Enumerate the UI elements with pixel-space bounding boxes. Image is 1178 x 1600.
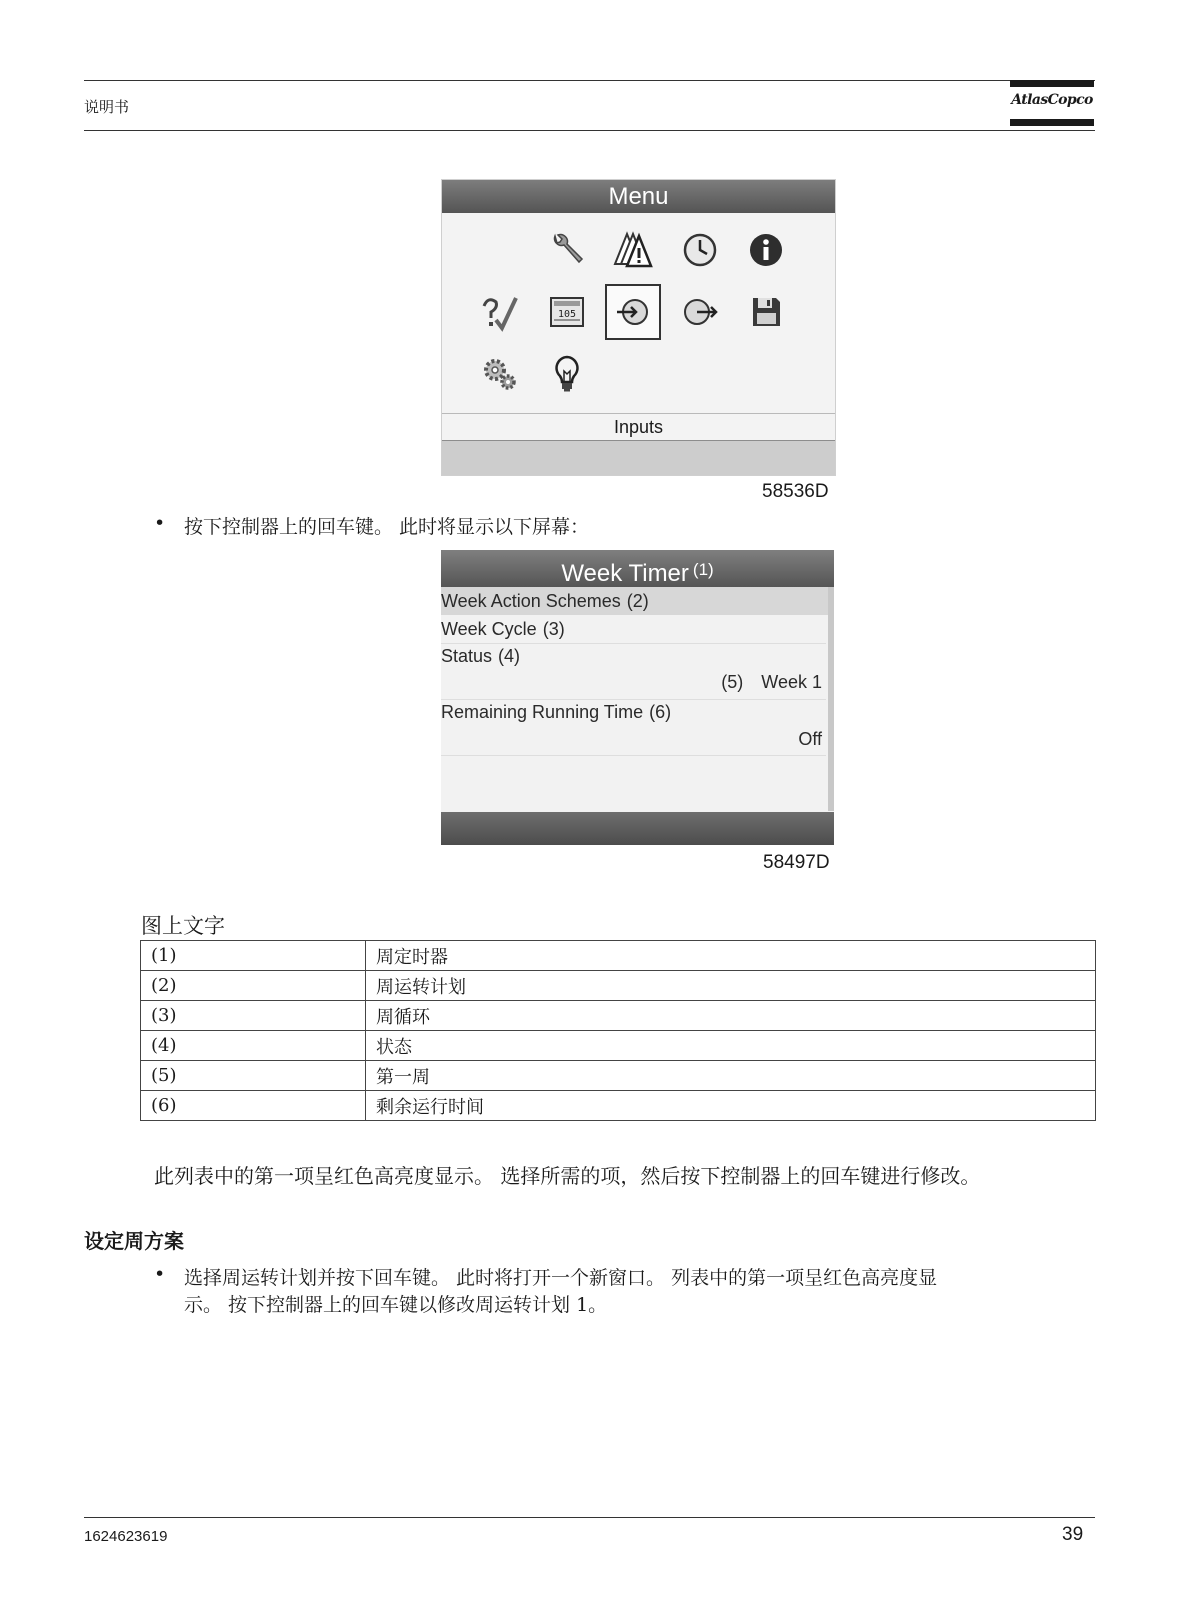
menu-row-week-action-schemes[interactable] [441,587,834,615]
remaining-label-wrap [441,702,671,723]
header-bottom-rule [84,130,1095,131]
week-timer-title-text: Week Timer [561,560,689,587]
atlas-copco-logo [1010,80,1094,128]
menu-row-week-cycle[interactable] [441,615,826,643]
legend-ref: (1) [141,941,366,971]
week-timer-screen [441,550,834,845]
section-bullet [154,1263,1074,1323]
page-number: 39 [1062,1524,1084,1545]
legend-ref: (2) [141,971,366,1001]
section-bullet-line1: 选择周运转计划并按下回车键。 此时将打开一个新窗口。 列表中的第一项呈红色高亮度显 [184,1267,938,1289]
document-label: 说明书 [84,98,130,116]
status-ref: (5) [721,672,744,692]
row-divider [441,755,826,756]
document-number: 1624623619 [84,1528,168,1545]
table-row [141,1061,1096,1091]
check-icon[interactable] [472,284,528,340]
row-ref: (2) [626,591,649,611]
row-label: Week Cycle [441,619,537,639]
status-label-wrap [441,646,520,667]
selected-item-label: Inputs [442,414,835,441]
wrench-icon[interactable] [539,222,595,278]
legend-text: 剩余运行时间 [366,1091,1096,1121]
logo-bar-top [1010,80,1094,87]
row-ref: (6) [649,702,672,722]
legend-text: 第一周 [366,1061,1096,1091]
figure-code-1: 58536D [762,481,829,502]
table-row [141,941,1096,971]
legend-ref: (5) [141,1061,366,1091]
save-icon[interactable] [738,284,794,340]
legend-ref: (6) [141,1091,366,1121]
legend-title: 图上文字 [141,914,225,938]
logo-text: AtlasCopco [1011,92,1093,108]
warning-icon[interactable] [605,222,661,278]
header-top-rule [84,80,1095,81]
step-text: 按下控制器上的回车键。 此时将显示以下屏幕： [184,516,590,538]
counter-icon[interactable] [539,284,595,340]
row-ref: (3) [542,619,565,639]
legend-table [140,940,1096,1121]
section-heading: 设定周方案 [84,1229,184,1253]
inputs-icon[interactable] [605,284,661,340]
table-row [141,1031,1096,1061]
week-timer-footer-bar [441,812,834,845]
counter-value: 105 [557,309,577,320]
legend-text: 周定时器 [366,941,1096,971]
section-bullet-line2: 示。 按下控制器上的回车键以修改周运转计划 1。 [184,1294,608,1316]
legend-text: 状态 [366,1031,1096,1061]
bullet-dot: • [154,512,166,534]
table-row [141,971,1096,1001]
legend-text: 周运转计划 [366,971,1096,1001]
legend-ref: (4) [141,1031,366,1061]
row-label: Status [441,646,493,666]
scrollbar[interactable] [828,587,834,811]
footer-rule [84,1517,1095,1518]
outputs-icon[interactable] [672,284,728,340]
gears-icon[interactable] [472,346,528,402]
menu-row-remaining-running-time[interactable] [441,699,826,755]
status-value-wrap [721,672,822,693]
info-icon[interactable] [738,222,794,278]
table-row [141,1091,1096,1121]
legend-ref: (3) [141,1001,366,1031]
remaining-value: Off [798,729,822,749]
legend-text: 周循环 [366,1001,1096,1031]
menu-screen [441,179,836,476]
menu-footer-bar [442,441,835,475]
menu-row-status[interactable] [441,643,826,699]
title-ref: (1) [692,560,714,579]
row-label: Remaining Running Time [441,702,644,722]
bullet-dot: • [154,1263,166,1285]
clock-icon[interactable] [672,222,728,278]
week-timer-title [441,550,834,587]
status-value: Week 1 [761,672,822,692]
logo-bar-bottom [1010,119,1094,126]
row-label: Week Action Schemes [441,591,621,611]
figure-code-2: 58497D [763,852,830,873]
note-paragraph: 此列表中的第一项呈红色高亮度显示。 选择所需的项，然后按下控制器上的回车键进行修改。 [154,1164,981,1188]
lightbulb-icon[interactable] [539,346,595,402]
table-row [141,1001,1096,1031]
menu-title: Menu [442,180,835,213]
row-ref: (4) [498,646,521,666]
